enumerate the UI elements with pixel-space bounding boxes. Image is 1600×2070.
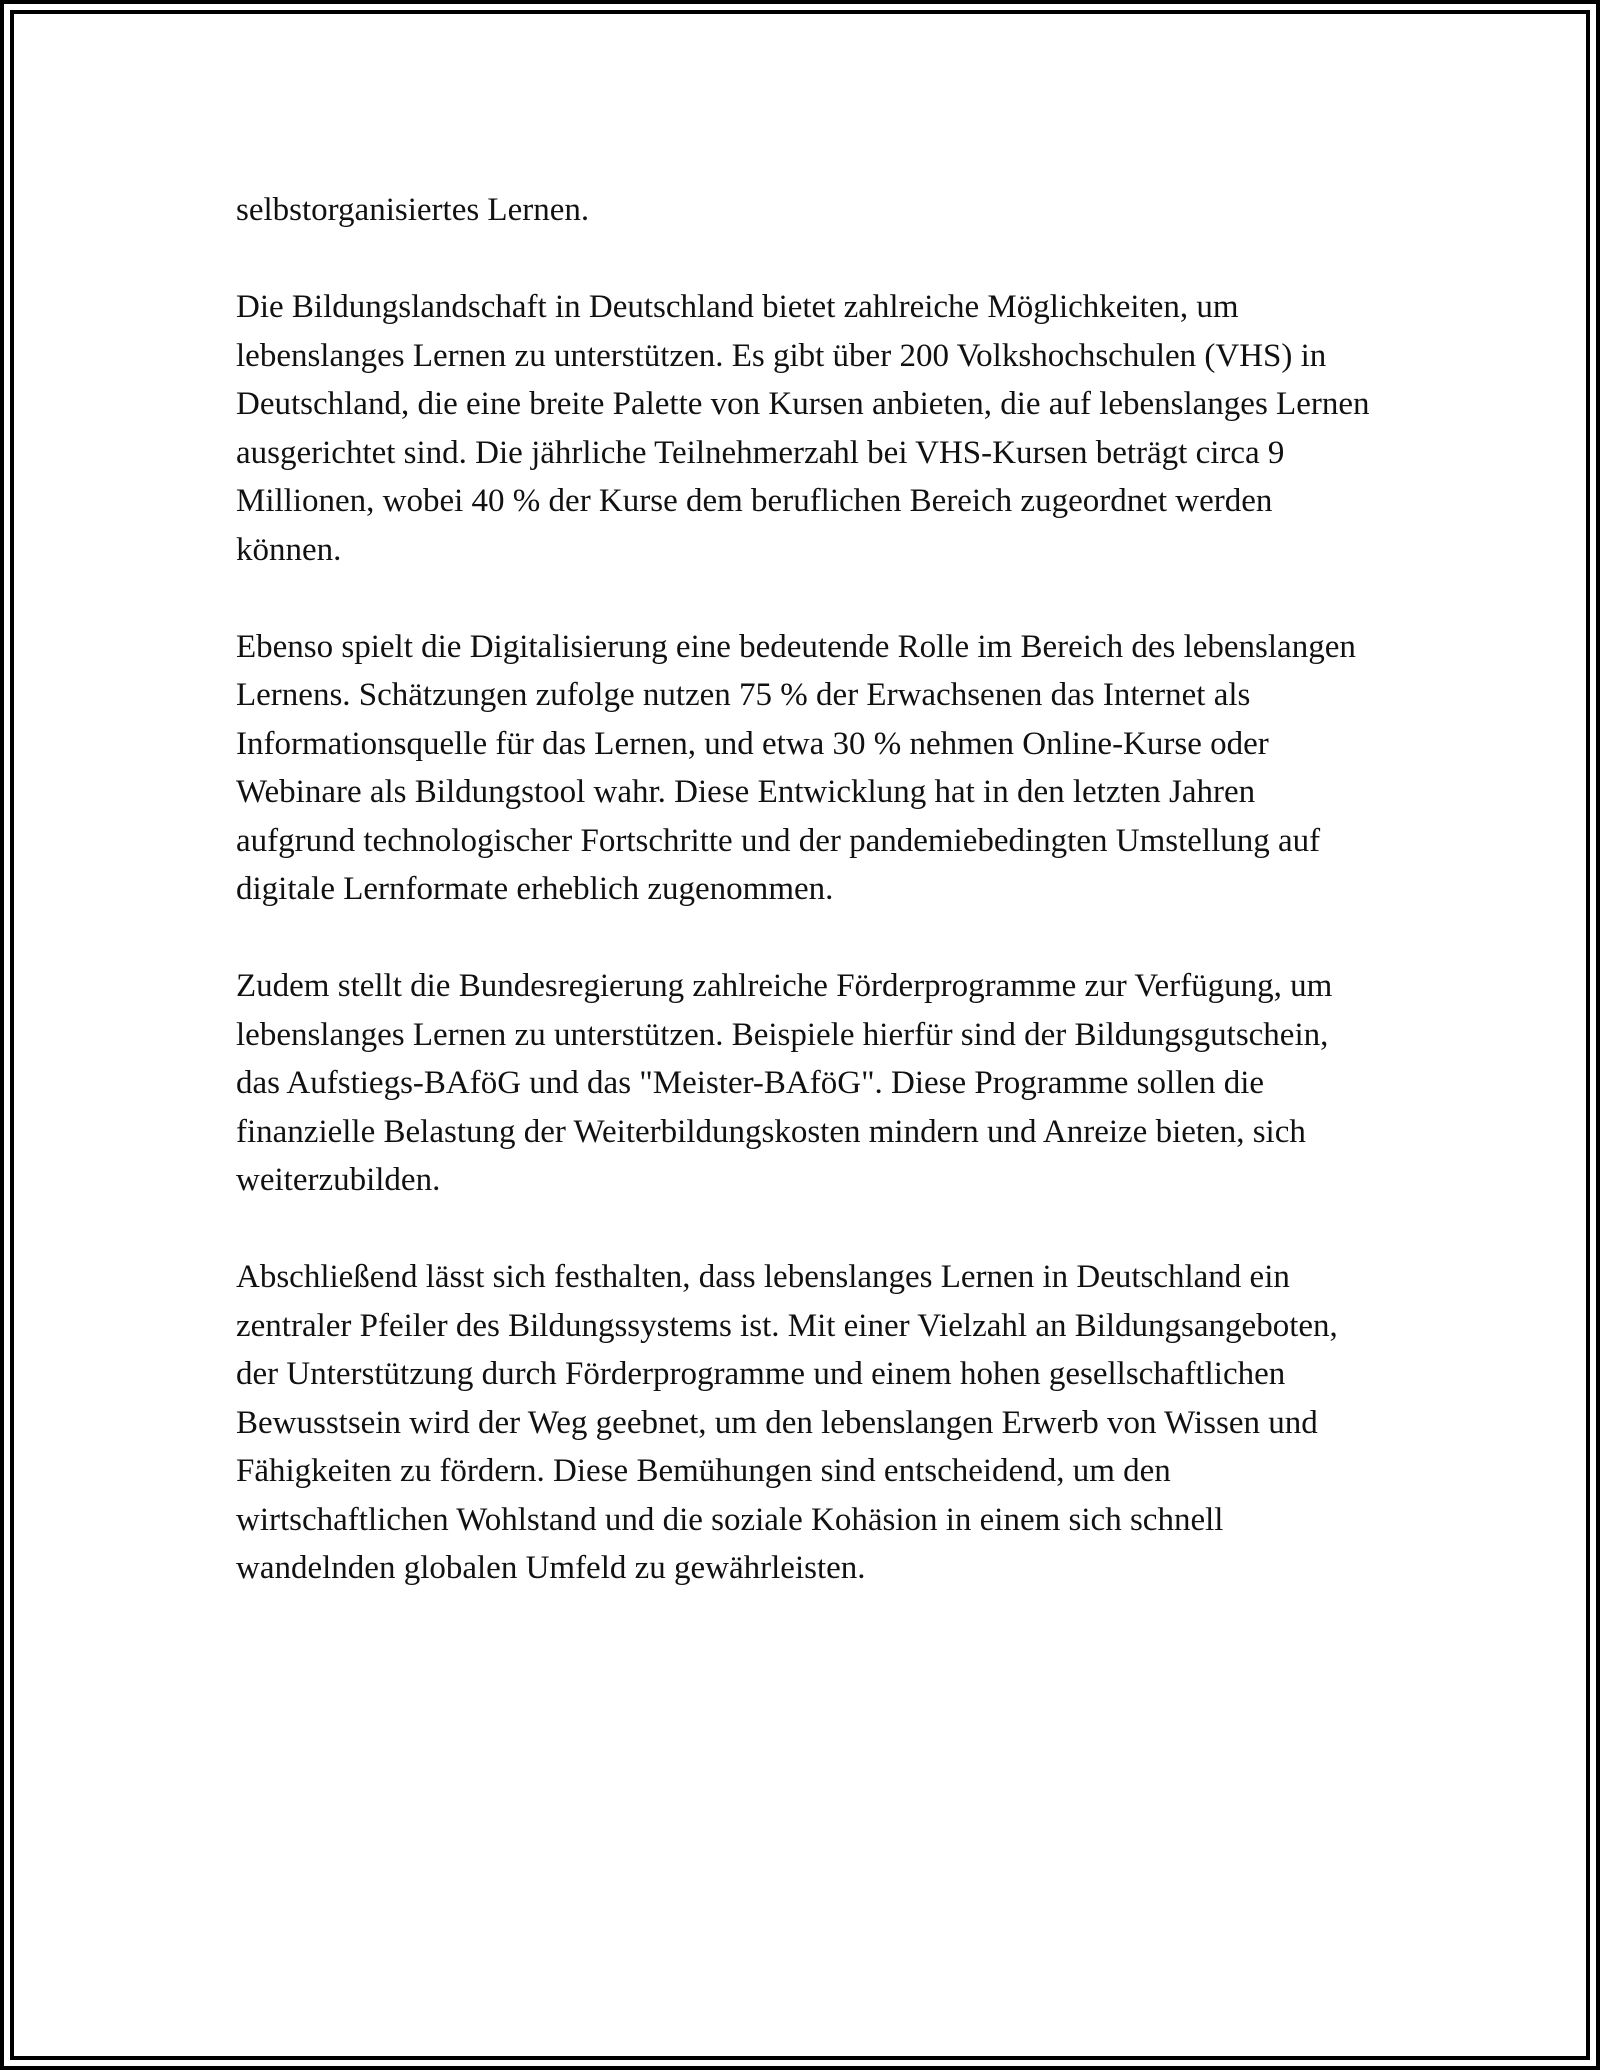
paragraph-digitalisierung: Ebenso spielt die Digitalisierung eine bedeutende Rolle im Bereich des lebenslangen Lernens. Schätzungen zufolge nutzen 75 % der Erwachsenen das Internet als Informationsquelle für das Lernen, und etwa 30 % nehmen Online-Kurse oder Webinare als Bildungstool wahr. Diese Entwicklung hat in den letzten Jahren aufgrund technologischer Fortschritte und der pandemiebedingten Umstellung auf digitale Lernformate erheblich zugenommen. [236, 628, 1356, 907]
paragraph-bildungslandschaft: Die Bildungslandschaft in Deutschland bietet zahlreiche Möglichkeiten, um lebenslanges Lernen zu unterstützen. Es gibt über 200 Volkshochschulen (VHS) in Deutschland, die eine breite Palette von Kursen anbieten, die auf lebenslanges Lernen ausgerichtet sind. Die jährliche Teilnehmerzahl bei VHS-Kursen beträgt circa 9 Millionen, wobei 40 % der Kurse dem beruflichen Bereich zugeordnet werden können. [236, 289, 1370, 568]
paragraph-fazit: Abschließend lässt sich festhalten, dass lebenslanges Lernen in Deutschland ein zentraler Pfeiler des Bildungssystems ist. Mit einer Vielzahl an Bildungsangeboten, der Unterstützung durch Förderprogramme und einem hohen gesellschaftlichen Bewusstsein wird der Weg geebnet, um den lebenslangen Erwerb von Wissen und Fähigkeiten zu fördern. Diese Bemühungen sind entscheidend, um den wirtschaftlichen Wohlstand und die soziale Kohäsion in einem sich schnell wandelnden globalen Umfeld zu gewährleisten. [236, 1259, 1338, 1586]
paragraph-foerderprogramme: Zudem stellt die Bundesregierung zahlreiche Förderprogramme zur Verfügung, um lebenslanges Lernen zu unterstützen. Beispiele hierfür sind der Bildungsgutschein, das Aufstiegs-BAföG und das "Meister-BAföG". Diese Programme sollen die finanzielle Belastung der Weiterbildungskosten mindern und Anreize bieten, sich weiterzubilden. [236, 968, 1333, 1198]
document-body [236, 186, 1376, 1641]
paragraph-continuation: selbstorganisiertes Lernen. [236, 192, 590, 228]
